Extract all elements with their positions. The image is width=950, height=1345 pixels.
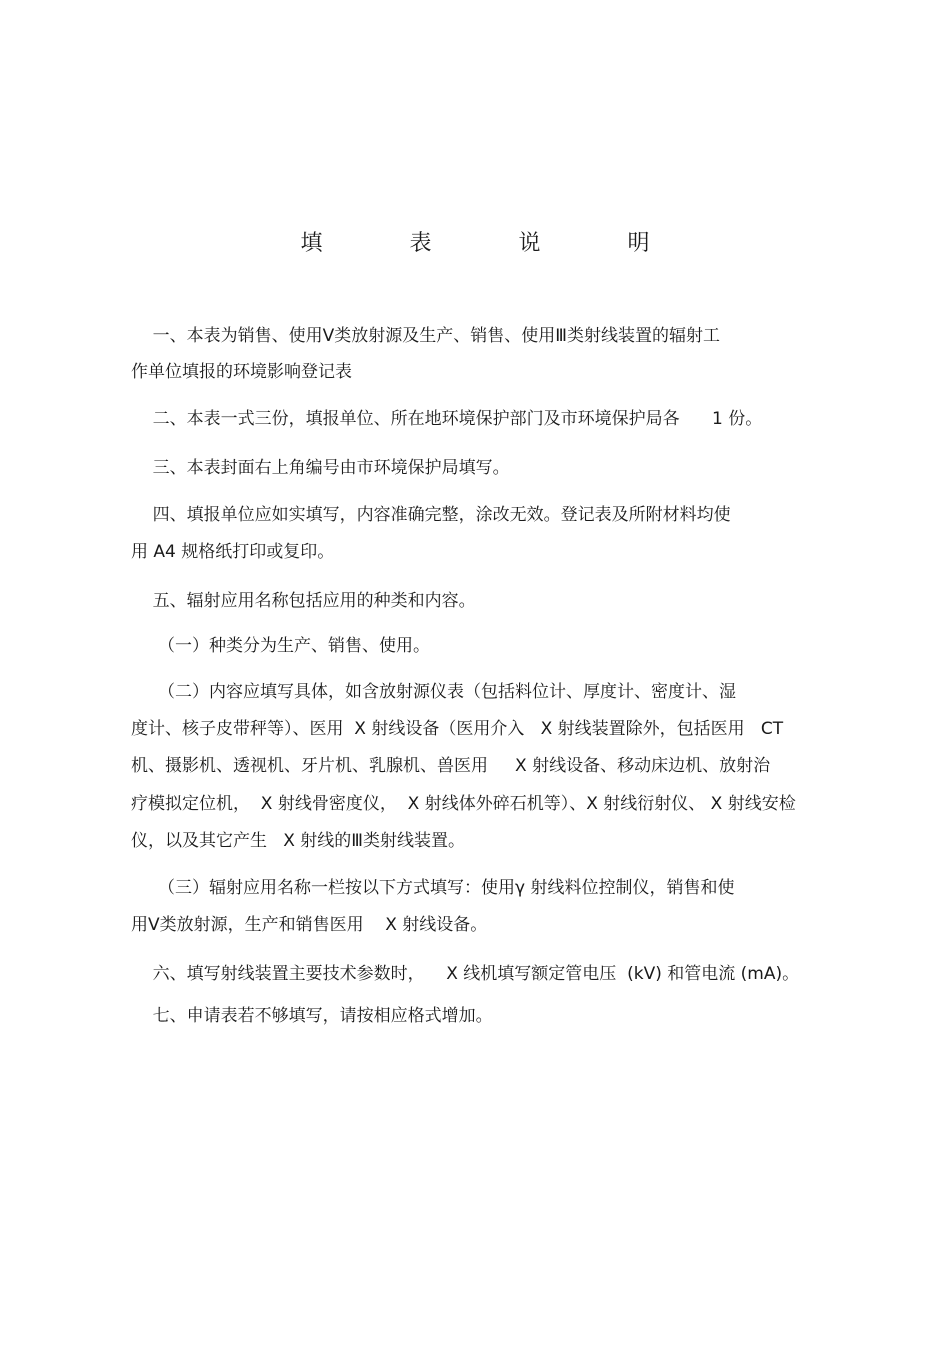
text-line: 五、辐射应用名称包括应用的种类和内容。 <box>131 591 476 611</box>
text-line: （二）内容应填写具体，如含放射源仪表（包括料位计、厚度计、密度计、湿 <box>131 682 737 702</box>
text-line: 作单位填报的环境影响登记表 <box>131 362 352 382</box>
text-line: 用 A4 规格纸打印或复印。 <box>131 542 335 562</box>
text-line: 六、填写射线装置主要技术参数时， X 线机填写额定管电压 (kV) 和管电流 (mA)。 <box>131 964 800 984</box>
document-title: 填 表 说 明 <box>300 231 690 256</box>
text-line: 机、摄影机、透视机、牙片机、乳腺机、兽医用 X 射线设备、移动床边机、放射治 <box>131 756 771 776</box>
text-line: 四、填报单位应如实填写，内容准确完整，涂改无效。登记表及所附材料均使 <box>131 505 731 525</box>
text-line: 三、本表封面右上角编号由市环境保护局填写。 <box>131 458 510 478</box>
text-line: 二、本表一式三份，填报单位、所在地环境保护部门及市环境保护局各 1 份。 <box>131 409 763 429</box>
text-line: 七、申请表若不够填写，请按相应格式增加。 <box>131 1006 493 1026</box>
text-line: 度计、核子皮带秤等）、医用 X 射线设备（医用介入 X 射线装置除外，包括医用 CT <box>131 719 784 739</box>
text-line: （三）辐射应用名称一栏按以下方式填写：使用γ 射线料位控制仪，销售和使 <box>131 878 735 898</box>
text-line: 仪，以及其它产生 X 射线的Ⅲ类射线装置。 <box>131 831 465 851</box>
text-line: 一、本表为销售、使用Ⅴ类放射源及生产、销售、使用Ⅲ类射线装置的辐射工 <box>131 326 720 346</box>
text-line: 用Ⅴ类放射源，生产和销售医用 X 射线设备。 <box>131 915 488 935</box>
text-line: （一）种类分为生产、销售、使用。 <box>131 636 431 656</box>
text-line: 疗模拟定位机， X 射线骨密度仪， X 射线体外碎石机等）、X 射线衍射仪、 X 射线安检 <box>131 794 796 814</box>
